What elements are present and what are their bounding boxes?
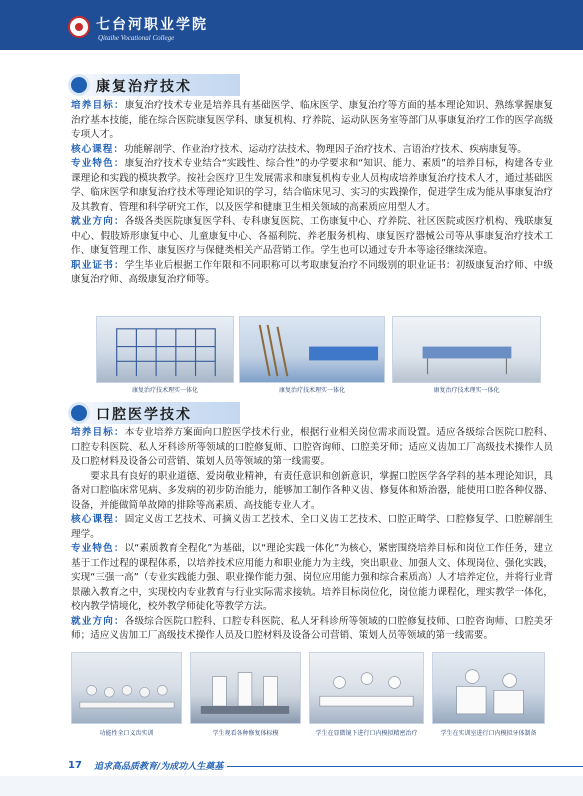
section-body-rehab (71, 99, 553, 288)
page-number: 17 (68, 760, 82, 771)
photo-caption: 学生在实训室进行口内模拟牙体制备 (440, 730, 537, 737)
classroom-illustration (72, 653, 181, 724)
photo-dental-4 (432, 652, 545, 724)
photo-rehab-1 (96, 316, 234, 383)
paragraph-requirements: 要求具有良好的职业道德、爱岗敬业精神，有责任意识和创新意识，掌握口腔医学各学科的基本理论知识，具备对口腔临床常见病、多发病的初步防治能力，能够加工制作各种义齿、修复体和矫治器，能使用口腔各种仪器、设备，并能做简单故障的排除等高素质、高技能专业人才。 (71, 470, 553, 511)
photo-caption: 康复治疗技术理实一体化 (278, 387, 345, 394)
section-marker-icon (68, 74, 90, 96)
school-name-en: Qitaihe Vocational College (98, 34, 175, 42)
section-marker-icon (68, 402, 90, 424)
photo-dental-1 (71, 652, 182, 724)
rehab-bed-illustration (393, 317, 540, 383)
crutches-illustration (240, 317, 384, 383)
photo-caption: 学生在显微镜下进行口内模拟精密治疗 (315, 730, 418, 737)
paragraph-employment: 就业方向：各级综合医院口腔科、口腔专科医院、私人牙科诊所等领域的口腔修复技师、口腔咨询师、口腔美牙师；适应义齿加工厂高级技术操作人员及口腔材料及设备公司营销、策划人员等领域的第一线需要。 (71, 615, 554, 641)
paragraph-features: 专业特色：以“素质教育全程化”为基础，以“理论实践一体化”为核心，紧密围绕培养目标和岗位工作任务，建立基于工作过程的课程体系，以培养技术应用能力和职业能力为主线，突出职业、加强人文、体现岗位、强化实践，实现“三强一高”（专业实践能力强、职业操作能力强、岗位应用能力强和综合素质高）人才培养定位，并将行业背景融入教育之中，实现校内专业教育与行业实际需求接轨。培养目标岗位化，岗位能力课程化，理实教学一体化，校内教学情境化，校外教学师徒化等教学方法。 (71, 543, 553, 612)
rehab-equipment-illustration (97, 317, 233, 383)
photo-dental-2 (190, 652, 301, 724)
paragraph-goal: 培养目标：康复治疗技术专业是培养具有基础医学、临床医学、康复治疗等方面的基本理论知识、熟练掌握康复治疗基本技能，能在综合医院康复医学科、康复机构、疗养院、运动队医务室等部门从事康复治疗工作的医学高级专项人才。 (71, 100, 554, 140)
paragraph-courses: 核心课程：固定义齿工艺技术、可摘义齿工艺技术、全口义齿工艺技术、口腔正畸学、口腔修复学、口腔解剖生理学。 (71, 514, 554, 540)
students-viewing-models-illustration (191, 653, 300, 724)
microscope-lab-illustration (310, 653, 423, 724)
photo-dental-3 (309, 652, 424, 724)
paragraph-courses: 核心课程：功能解剖学、作业治疗技术、运动疗法技术、物理因子治疗技术、言语治疗技术、疾病康复等。 (71, 143, 527, 155)
photo-caption: 康复治疗技术理实一体化 (131, 387, 198, 394)
footer-slogan: 追求高品质教育/为成功人生奠基 (90, 759, 227, 772)
paragraph-features: 专业特色：康复治疗技术专业结合“实践性、综合性”的办学要求和“知识、能力、素质”的培养目标，构建各专业课理论和实践的模块教学。按社会医疗卫生发展需求和康复机构专业人员构成培养康复治疗技术人才，通过基础医学、临床医学和康复治疗技术等理论知识的学习，结合临床见习、实习的实践操作，促进学生成为能从事康复治疗及其教育、管理和科学研究工作，以及医学和健康卫生相关领域的高素质应用型人才。 (71, 158, 553, 213)
photo-caption: 学生观看各种修复体标模 (212, 730, 279, 737)
photo-rehab-2 (239, 316, 385, 383)
photo-caption: 功能性全口义齿实训 (99, 730, 154, 737)
paragraph-employment: 就业方向：各级各类医院康复医学科、专科康复医院、工伤康复中心、疗养院、社区医院或医疗机构、残联康复中心、假肢矫形康复中心、儿童康复中心、各福利院、养老服务机构、康复医疗器械公司等从事康复治疗技术工作、康复管理工作、康复医疗与保健类相关产品营销工作。学生也可以通过专升本等途径继续深造。 (71, 216, 554, 256)
section-body-dental (71, 426, 553, 644)
paragraph-goal: 培养目标：本专业培养方案面向口腔医学技术行业，根据行业相关岗位需求而设置。适应各级综合医院口腔科、口腔专科医院、私人牙科诊所等领域的口腔修复师、口腔咨询师、口腔美牙师；适应义齿加工厂高级技术操作人员及口腔材料及设备公司营销、策划人员等领域的第一线需要。 (71, 427, 554, 467)
photo-rehab-3 (392, 316, 541, 383)
section-title-dental: 口腔医学技术 (96, 407, 192, 423)
tooth-preparation-illustration (433, 653, 544, 724)
paragraph-certificate: 职业证书：学生毕业后根据工作年限和不同职称可以考取康复治疗不同级别的职业证书：初级康复治疗师、中级康复治疗师、高级康复治疗师等。 (71, 259, 554, 285)
school-name-cn: 七台河职业学院 (96, 17, 208, 33)
footer-bar (0, 776, 583, 796)
photo-caption: 康复治疗技术理实一体化 (433, 387, 500, 394)
page-header (0, 0, 583, 50)
college-logo-icon (68, 16, 90, 38)
section-title-rehab: 康复治疗技术 (96, 79, 192, 95)
